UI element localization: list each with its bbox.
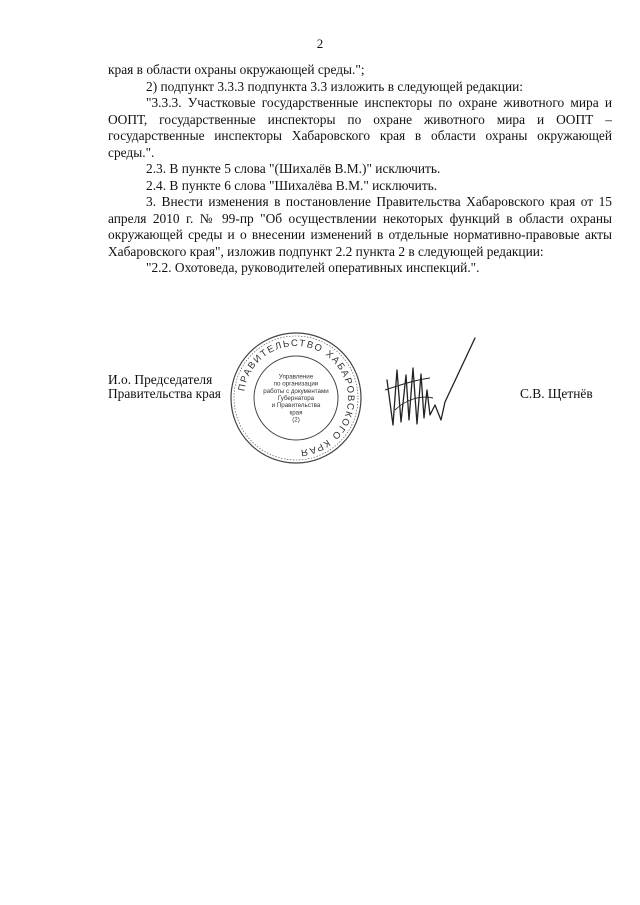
paragraph: 2.3. В пункте 5 слова "(Шихалёв В.М.)" исключить. xyxy=(146,161,441,176)
seal-center-line: Управление xyxy=(278,373,314,381)
paragraph: края в области охраны окружающей среды."; xyxy=(108,62,365,77)
official-seal xyxy=(228,330,364,466)
paragraph: "2.2. Охотоведа, руководителей оперативных инспекций.". xyxy=(146,260,480,275)
signatory-name: С.В. Щетнёв xyxy=(520,386,593,401)
document-body xyxy=(108,62,612,277)
seal-center-line: и Правительства xyxy=(271,402,321,410)
page-number: 2 xyxy=(316,36,324,51)
seal-center-line: Губернатора xyxy=(277,395,315,402)
paragraph: "3.3.3. Участковые государственные инспекторы по охране животного мира и ООПТ, государственные инспекторы по охране животного мира и ООПТ – государственные инспекторы Хабаровского края в области охраны окружающей среды.". xyxy=(108,95,612,160)
position-line-2: Правительства края xyxy=(108,386,221,401)
handwritten-signature xyxy=(375,330,485,440)
paragraph: 2) подпункт 3.3.3 подпункта 3.3 изложить в следующей редакции: xyxy=(146,78,524,94)
position-line-1: И.о. Председателя xyxy=(108,372,213,387)
seal-center-line: края xyxy=(289,409,303,417)
seal-center-line: (2) xyxy=(292,416,300,424)
seal-center-line: работы с документами xyxy=(263,387,329,395)
paragraph: 3. Внести изменения в постановление Правительства Хабаровского края от 15 апреля 2010 г. № 99-пр "Об осуществлении некоторых функций в области охраны окружающей среды и о внесении изменений в отдельные нормативно-правовые акты Хабаровского края", изложив подпункт 2.2 пункта 2 в следующей редакции: xyxy=(108,194,612,259)
seal-center-line: по организации xyxy=(273,380,319,388)
paragraph: 2.4. В пункте 6 слова "Шихалёва В.М." исключить. xyxy=(146,177,438,193)
signatory-position xyxy=(108,373,221,401)
seal-ring-text: ПРАВИТЕЛЬСТВО ХАБАРОВСКОГО КРАЯ xyxy=(236,337,357,458)
